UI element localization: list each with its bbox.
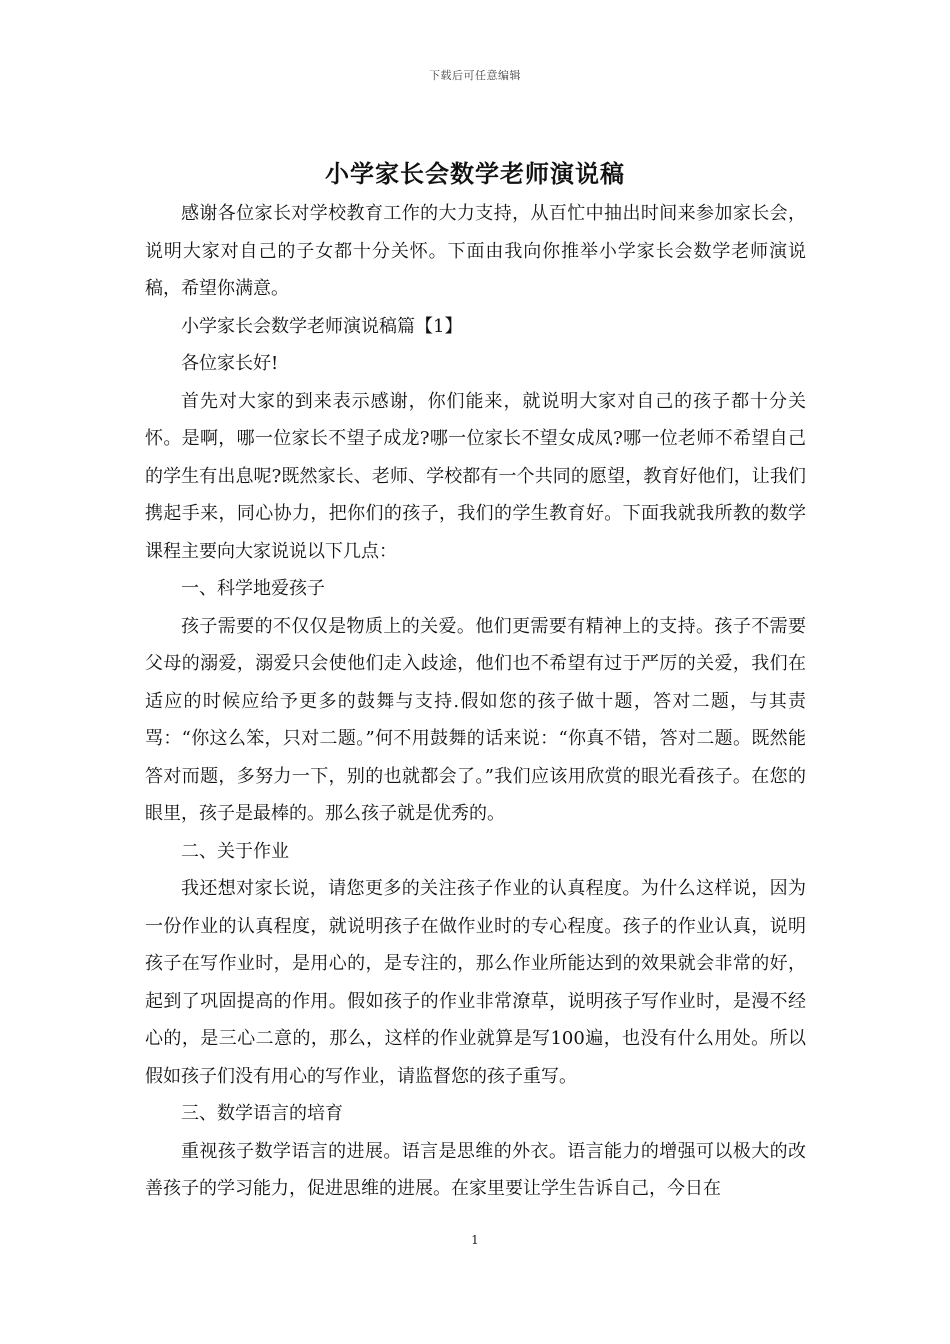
- paragraph-intro: 感谢各位家长对学校教育工作的大力支持，从百忙中抽出时间来参加家长会，说明大家对自己的子女都十分关怀。下面由我向你推举小学家长会数学老师演说稿，希望你满意。: [145, 203, 806, 299]
- paragraph-opening: 首先对大家的到来表示感谢，你们能来，就说明大家对自己的孩子都十分关怀。是啊，哪一位家长不望子成龙?哪一位家长不望女成凤?哪一位老师不希望自己的学生有出息呢?既然家长、老师、学校都有一个共同的愿望，教育好他们，让我们携起手来，同心协力，把你们的孩子，我们的学生教育好。下面我就我所教的数学课程主要向大家说说以下几点：: [145, 390, 806, 562]
- document-body: [145, 195, 806, 1208]
- paragraph-homework: 我还想对家长说，请您更多的关注孩子作业的认真程度。为什么这样说，因为一份作业的认真程度，就说明孩子在做作业时的专心程度。孩子的作业认真，说明孩子在写作业时，是用心的，是专注的，那么作业所能达到的效果就会非常的好，起到了巩固提高的作用。假如孩子的作业非常潦草，说明孩子写作业时，是漫不经心的，是三心二意的，那么，这样的作业就算是写100遍，也没有什么用处。所以假如孩子们没有用心的写作业，请监督您的孩子重写。: [145, 878, 806, 1087]
- section-heading: 小学家长会数学老师演说稿篇【1】: [181, 315, 463, 337]
- subheading-math-language: 三、数学语言的培育: [181, 1103, 343, 1124]
- paragraph-love-children: 孩子需要的不仅仅是物质上的关爱。他们更需要有精神上的支持。孩子不需要父母的溺爱，溺爱只会使他们走入歧途，他们也不希望有过于严厉的关爱，我们在适应的时候应给予更多的鼓舞与支持.假如您的孩子做十题，答对二题，与其责骂：“你这么笨，只对二题。”何不用鼓舞的话来说：“你真不错，答对二题。既然能答对而题，多努力一下，别的也就都会了。”我们应该用欣赏的眼光看孩子。在您的眼里，孩子是最棒的。那么孩子就是优秀的。: [145, 615, 806, 824]
- subheading-homework: 二、关于作业: [181, 840, 289, 862]
- page-number: 1: [471, 1233, 479, 1247]
- document-title: 小学家长会数学老师演说稿: [325, 159, 625, 188]
- paragraph-math-language: 重视孩子数学语言的进展。语言是思维的外衣。语言能力的增强可以极大的改善孩子的学习能力，促进思维的进展。在家里要让学生告诉自己，今日在: [145, 1140, 806, 1199]
- subheading-love-children: 一、科学地爱孩子: [181, 578, 325, 599]
- header-note: 下载后可任意编辑: [429, 69, 521, 82]
- paragraph-greeting: 各位家长好!: [181, 353, 279, 374]
